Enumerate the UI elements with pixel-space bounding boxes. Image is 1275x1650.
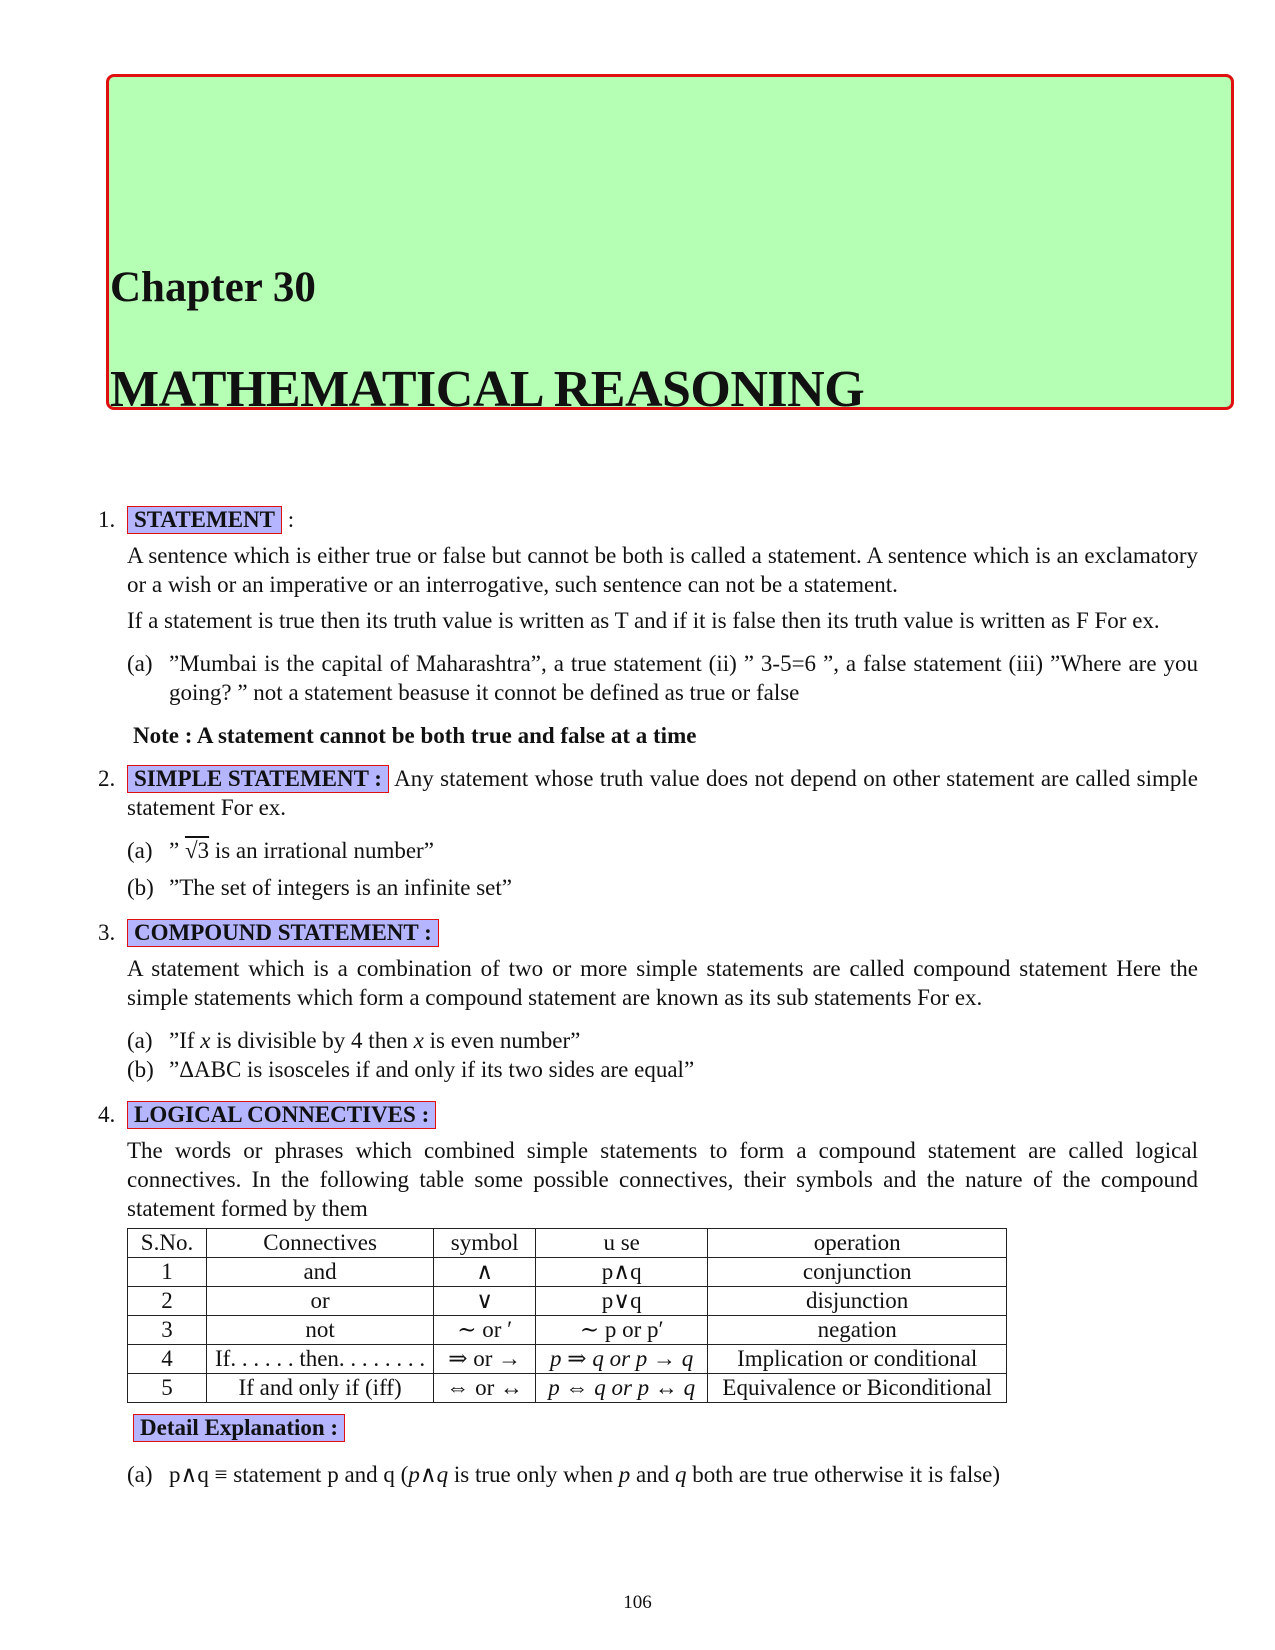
table-cell: conjunction bbox=[708, 1258, 1007, 1287]
table-cell: and bbox=[207, 1258, 434, 1287]
list-text: ”If bbox=[169, 1028, 195, 1053]
example-list bbox=[127, 649, 1198, 707]
table-cell: 1 bbox=[128, 1258, 207, 1287]
table-header-cell: S.No. bbox=[128, 1229, 207, 1258]
chapter-number: Chapter 30 bbox=[110, 264, 316, 311]
table-row bbox=[128, 1345, 1007, 1374]
math-expr: p∧q bbox=[408, 1462, 449, 1487]
paragraph: A sentence which is either true or false but cannot be both is called a statement. A sentence which is an exclamatory or a wish or an imperative or an interrogative, such sentence can not be a statement. bbox=[127, 543, 1198, 597]
list-text: is an irrational number” bbox=[214, 838, 434, 863]
list-item bbox=[127, 1026, 1198, 1055]
paragraph: Any statement whose truth value does not depend on other statement are called simple statement For ex. bbox=[127, 766, 1198, 820]
table-cell: Implication or conditional bbox=[708, 1345, 1007, 1374]
math-sqrt3: √3 bbox=[184, 838, 210, 863]
section-simple-statement bbox=[98, 764, 1198, 902]
table-cell: ∼ or ′ bbox=[434, 1316, 536, 1345]
list-label: (b) bbox=[127, 875, 154, 900]
section-heading: LOGICAL CONNECTIVES : bbox=[127, 1101, 436, 1129]
list-text: ”Mumbai is the capital of Maharashtra”, a true statement (ii) ” 3-5=6 ”, a false statement (iii) ”Where are you going? ” not a statement beasuse it connot be defined as true or false bbox=[169, 651, 1198, 705]
quote-open: ” bbox=[169, 838, 180, 863]
list-label: (a) bbox=[127, 651, 153, 676]
section-statement bbox=[98, 505, 1198, 750]
section-number: 4. bbox=[98, 1102, 116, 1127]
table-cell: not bbox=[207, 1316, 434, 1345]
list-item bbox=[127, 649, 1198, 707]
list-text: is even number” bbox=[429, 1028, 581, 1053]
table-row bbox=[128, 1316, 1007, 1345]
section-logical-connectives bbox=[98, 1100, 1198, 1223]
table-cell: ⇔ or ↔ bbox=[434, 1374, 536, 1403]
example-list bbox=[127, 836, 1198, 902]
table-cell: disjunction bbox=[708, 1287, 1007, 1316]
list-text: is divisible by 4 then bbox=[216, 1028, 408, 1053]
table-header-cell: operation bbox=[708, 1229, 1007, 1258]
table-header-cell: u se bbox=[536, 1229, 708, 1258]
list-text: p∧q ≡ statement p and q ( bbox=[169, 1462, 409, 1487]
table-header-cell: symbol bbox=[434, 1229, 536, 1258]
section-number: 1. bbox=[98, 507, 116, 532]
table-cell: ∧ bbox=[434, 1258, 536, 1287]
document-body bbox=[98, 505, 1198, 1489]
list-text: both are true otherwise it is false) bbox=[692, 1462, 1001, 1487]
section-heading: COMPOUND STATEMENT : bbox=[127, 919, 439, 947]
table-cell: ⇒ or → bbox=[434, 1345, 536, 1374]
section-compound-statement bbox=[98, 918, 1198, 1084]
section-heading: SIMPLE STATEMENT : bbox=[127, 765, 389, 793]
list-item bbox=[127, 1460, 1198, 1489]
math-variable: x bbox=[413, 1028, 424, 1053]
list-label: (a) bbox=[127, 1462, 153, 1487]
table-cell: p ⇔ q or p ↔ q bbox=[536, 1374, 708, 1403]
table-cell: p∨q bbox=[536, 1287, 708, 1316]
table-cell: negation bbox=[708, 1316, 1007, 1345]
table-cell: p∧q bbox=[536, 1258, 708, 1287]
table-row bbox=[128, 1258, 1007, 1287]
list-label: (a) bbox=[127, 1028, 153, 1053]
list-text: and bbox=[635, 1462, 670, 1487]
list-text: ”The set of integers is an infinite set” bbox=[169, 875, 512, 900]
list-text: ”ΔABC is isosceles if and only if its two sides are equal” bbox=[169, 1057, 695, 1082]
detail-list bbox=[98, 1460, 1198, 1489]
paragraph: If a statement is true then its truth value is written as T and if it is false then its truth value is written as F For ex. bbox=[127, 608, 1160, 633]
list-label: (b) bbox=[127, 1057, 154, 1082]
table-cell: p ⇒ q or p → q bbox=[536, 1345, 708, 1374]
table-cell: If. . . . . . then. . . . . . . . bbox=[207, 1345, 434, 1374]
math-variable: p bbox=[618, 1462, 631, 1487]
section-heading: STATEMENT bbox=[127, 506, 282, 534]
section-number: 2. bbox=[98, 766, 116, 791]
note: Note : A statement cannot be both true and false at a time bbox=[133, 723, 697, 748]
section-number: 3. bbox=[98, 920, 116, 945]
list-item bbox=[127, 1055, 1198, 1084]
heading-colon: : bbox=[287, 507, 295, 532]
list-item bbox=[127, 873, 1198, 902]
detail-heading: Detail Explanation : bbox=[133, 1414, 345, 1442]
table-row bbox=[128, 1287, 1007, 1316]
table-cell: 4 bbox=[128, 1345, 207, 1374]
table-header-row bbox=[128, 1229, 1007, 1258]
table-cell: ∼ p or p′ bbox=[536, 1316, 708, 1345]
math-variable: q bbox=[674, 1462, 687, 1487]
list-text: is true only when bbox=[453, 1462, 613, 1487]
table-cell: If and only if (iff) bbox=[207, 1374, 434, 1403]
table-cell: Equivalence or Biconditional bbox=[708, 1374, 1007, 1403]
table-cell: ∨ bbox=[434, 1287, 536, 1316]
table-cell: 5 bbox=[128, 1374, 207, 1403]
example-list bbox=[127, 1026, 1198, 1084]
list-item bbox=[127, 836, 1198, 865]
table-header-cell: Connectives bbox=[207, 1229, 434, 1258]
chapter-header-box bbox=[106, 74, 1234, 410]
page-number: 106 bbox=[623, 1592, 652, 1613]
paragraph: A statement which is a combination of two or more simple statements are called compound statement Here the simple statements which form a compound statement are known as its sub statements For ex. bbox=[127, 956, 1198, 1010]
table-row bbox=[128, 1374, 1007, 1403]
paragraph: The words or phrases which combined simple statements to form a compound statement are called logical connectives. In the following table some possible connectives, their symbols and the nature of the compound statement formed by them bbox=[127, 1138, 1198, 1221]
list-label: (a) bbox=[127, 838, 153, 863]
table-cell: or bbox=[207, 1287, 434, 1316]
connectives-table bbox=[127, 1228, 1007, 1403]
table-cell: 2 bbox=[128, 1287, 207, 1316]
chapter-title: MATHEMATICAL REASONING bbox=[110, 361, 865, 418]
table-cell: 3 bbox=[128, 1316, 207, 1345]
math-variable: x bbox=[200, 1028, 211, 1053]
